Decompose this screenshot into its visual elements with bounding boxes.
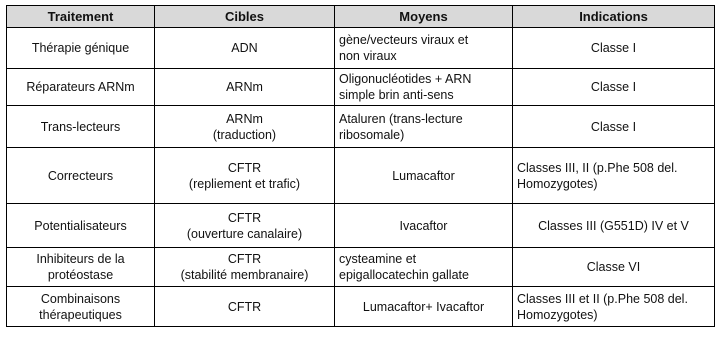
cell-line: Classe I [590, 119, 637, 134]
cell-line: ARNm [226, 111, 263, 126]
cell-cibles [155, 69, 335, 106]
table-row [7, 248, 715, 287]
cell-moyens [335, 248, 513, 287]
cell-line: ribosomale) [339, 127, 405, 142]
cell-line: Homozygotes) [517, 176, 598, 191]
cell-indications [513, 69, 715, 106]
cell-line: Classes III (G551D) IV et V [538, 218, 689, 233]
cell-line: Thérapie génique [31, 41, 130, 55]
cell-line: cysteamine et [339, 252, 417, 266]
cell-cibles [155, 287, 335, 327]
header-cibles: Cibles [155, 6, 335, 28]
header-row [7, 6, 715, 28]
cell-line: Potentialisateurs [34, 218, 127, 233]
cell-line: gène/vecteurs viraux et [339, 33, 469, 47]
cell-line: (stabilité membranaire) [180, 268, 309, 282]
cell-cibles [155, 148, 335, 204]
cell-line: ARNm [226, 80, 263, 94]
cell-line: Classe I [590, 80, 637, 94]
cell-moyens [335, 106, 513, 148]
cell-traitement [7, 148, 155, 204]
table-row [7, 204, 715, 248]
cell-line: Réparateurs ARNm [26, 80, 135, 94]
cell-line: epigallocatechin gallate [339, 268, 469, 282]
cell-line: CFTR [227, 210, 262, 225]
cell-line: CFTR [227, 299, 262, 314]
cell-traitement [7, 204, 155, 248]
cell-indications [513, 204, 715, 248]
cell-line: thérapeutiques [39, 307, 122, 322]
cell-indications [513, 148, 715, 204]
cell-moyens [335, 287, 513, 327]
cell-line: Inhibiteurs de la [36, 252, 125, 266]
cell-line: (ouverture canalaire) [186, 226, 303, 241]
cell-cibles [155, 248, 335, 287]
cell-line: non viraux [339, 49, 397, 63]
cell-line: Oligonucléotides + ARN [339, 72, 472, 86]
cell-line: Trans-lecteurs [40, 119, 121, 134]
table-row [7, 106, 715, 148]
cell-cibles [155, 28, 335, 69]
table-row [7, 69, 715, 106]
cell-moyens [335, 148, 513, 204]
cell-indications [513, 28, 715, 69]
cell-traitement [7, 287, 155, 327]
cell-line: (traduction) [212, 127, 277, 142]
cell-line: CFTR [227, 160, 262, 175]
cell-moyens [335, 28, 513, 69]
cell-line: Classes III, II (p.Phe 508 del. [517, 160, 678, 175]
cell-line: Ataluren (trans-lecture [339, 111, 463, 126]
header-moyens: Moyens [335, 6, 513, 28]
cell-line: Lumacaftor+ Ivacaftor [362, 299, 485, 314]
table-row [7, 287, 715, 327]
cell-line: ADN [231, 41, 258, 55]
cell-line: Classes III et II (p.Phe 508 del. [517, 291, 688, 306]
cell-indications [513, 248, 715, 287]
cell-moyens [335, 69, 513, 106]
table-row [7, 148, 715, 204]
cell-cibles [155, 106, 335, 148]
table-row [7, 28, 715, 69]
cell-line: CFTR [227, 252, 262, 266]
cell-traitement [7, 69, 155, 106]
therapy-table [6, 5, 715, 327]
cell-line: Lumacaftor [392, 168, 455, 183]
cell-line: Combinaisons [40, 291, 121, 306]
cell-line: (repliement et trafic) [188, 176, 301, 191]
cell-line: simple brin anti-sens [339, 88, 454, 102]
cell-line: Correcteurs [47, 168, 114, 183]
cell-moyens [335, 204, 513, 248]
cell-traitement [7, 248, 155, 287]
header-traitement: Traitement [7, 6, 155, 28]
header-indications: Indications [513, 6, 715, 28]
cell-indications [513, 287, 715, 327]
cell-line: Homozygotes) [517, 307, 598, 322]
cell-line: Ivacaftor [399, 218, 448, 233]
cell-line: protéostase [47, 268, 114, 282]
cell-cibles [155, 204, 335, 248]
cell-indications [513, 106, 715, 148]
cell-line: Classe VI [586, 260, 641, 274]
cell-traitement [7, 28, 155, 69]
cell-line: Classe I [590, 41, 637, 55]
cell-traitement [7, 106, 155, 148]
